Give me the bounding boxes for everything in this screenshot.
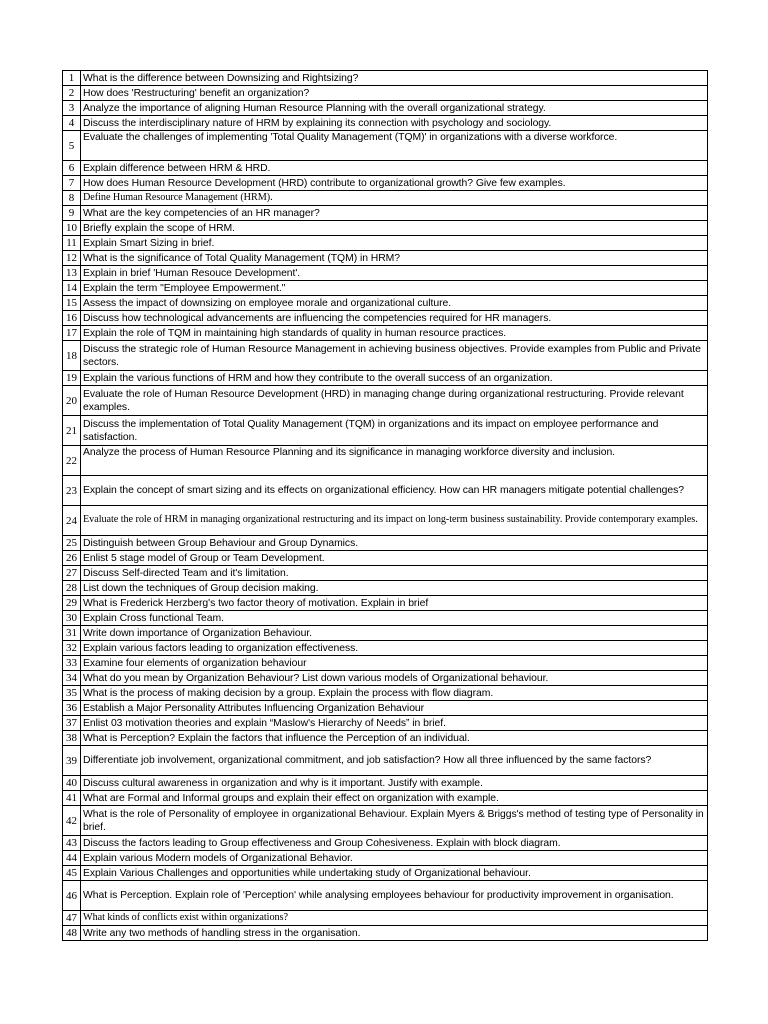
question-text: Enlist 03 motivation theories and explain “Maslow's Hierarchy of Needs” in brief. xyxy=(81,716,708,731)
question-number: 12 xyxy=(63,251,81,266)
question-number: 5 xyxy=(63,131,81,161)
question-number: 11 xyxy=(63,236,81,251)
question-row xyxy=(63,176,708,191)
question-text: Explain the term "Employee Empowerment." xyxy=(81,281,708,296)
question-text: Evaluate the challenges of implementing 'Total Quality Management (TQM)' in organizations with a diverse workforce. xyxy=(81,131,708,161)
question-text: How does 'Restructuring' benefit an organization? xyxy=(81,86,708,101)
question-row xyxy=(63,191,708,206)
question-row xyxy=(63,236,708,251)
question-row xyxy=(63,596,708,611)
question-text: Explain difference between HRM & HRD. xyxy=(81,161,708,176)
question-text: What do you mean by Organization Behaviour? List down various models of Organizational behaviour. xyxy=(81,671,708,686)
question-row xyxy=(63,926,708,941)
question-row xyxy=(63,86,708,101)
question-number: 44 xyxy=(63,851,81,866)
question-text: What is the difference between Downsizing and Rightsizing? xyxy=(81,71,708,86)
question-number: 40 xyxy=(63,776,81,791)
question-text: What is the significance of Total Quality Management (TQM) in HRM? xyxy=(81,251,708,266)
question-row xyxy=(63,746,708,776)
question-row xyxy=(63,311,708,326)
question-text: Explain Smart Sizing in brief. xyxy=(81,236,708,251)
question-text: Write down importance of Organization Behaviour. xyxy=(81,626,708,641)
question-text: Explain various factors leading to organization effectiveness. xyxy=(81,641,708,656)
question-number: 35 xyxy=(63,686,81,701)
question-text: What is Perception? Explain the factors that influence the Perception of an individual. xyxy=(81,731,708,746)
question-number: 23 xyxy=(63,476,81,506)
question-text: What are the key competencies of an HR manager? xyxy=(81,206,708,221)
question-text: Explain Various Challenges and opportunities while undertaking study of Organizational behaviour. xyxy=(81,866,708,881)
question-text: Discuss cultural awareness in organization and why is it important. Justify with example. xyxy=(81,776,708,791)
question-row xyxy=(63,416,708,446)
question-number: 19 xyxy=(63,371,81,386)
question-text: Briefly explain the scope of HRM. xyxy=(81,221,708,236)
question-row xyxy=(63,71,708,86)
question-number: 24 xyxy=(63,506,81,536)
question-row xyxy=(63,626,708,641)
question-row xyxy=(63,701,708,716)
question-number: 45 xyxy=(63,866,81,881)
question-number: 6 xyxy=(63,161,81,176)
question-text: Explain the concept of smart sizing and its effects on organizational efficiency. How can HR managers mitigate potential challenges? xyxy=(81,476,708,506)
question-row xyxy=(63,911,708,926)
question-number: 4 xyxy=(63,116,81,131)
question-number: 2 xyxy=(63,86,81,101)
question-number: 27 xyxy=(63,566,81,581)
question-text: Enlist 5 stage model of Group or Team Development. xyxy=(81,551,708,566)
question-row xyxy=(63,281,708,296)
question-text: How does Human Resource Development (HRD) contribute to organizational growth? Give few examples. xyxy=(81,176,708,191)
question-number: 16 xyxy=(63,311,81,326)
question-text: Evaluate the role of HRM in managing organizational restructuring and its impact on long-term business sustainability. Provide contemporary examples. xyxy=(81,506,708,536)
question-row xyxy=(63,506,708,536)
question-row xyxy=(63,731,708,746)
question-text: Discuss the strategic role of Human Resource Management in achieving business objectives. Provide examples from Public and Private sectors. xyxy=(81,341,708,371)
question-row xyxy=(63,116,708,131)
question-table xyxy=(62,70,708,941)
question-row xyxy=(63,581,708,596)
question-number: 13 xyxy=(63,266,81,281)
question-text: Examine four elements of organization behaviour xyxy=(81,656,708,671)
question-number: 9 xyxy=(63,206,81,221)
question-number: 10 xyxy=(63,221,81,236)
question-text: Distinguish between Group Behaviour and Group Dynamics. xyxy=(81,536,708,551)
question-text: List down the techniques of Group decision making. xyxy=(81,581,708,596)
question-number: 7 xyxy=(63,176,81,191)
question-number: 30 xyxy=(63,611,81,626)
question-number: 46 xyxy=(63,881,81,911)
question-number: 8 xyxy=(63,191,81,206)
question-text: Evaluate the role of Human Resource Development (HRD) in managing change during organizational restructuring. Provide relevant examples. xyxy=(81,386,708,416)
question-row xyxy=(63,206,708,221)
question-number: 18 xyxy=(63,341,81,371)
question-number: 28 xyxy=(63,581,81,596)
question-number: 20 xyxy=(63,386,81,416)
question-text: What kinds of conflicts exist within organizations? xyxy=(81,911,708,926)
question-text: Explain the various functions of HRM and how they contribute to the overall success of an organization. xyxy=(81,371,708,386)
question-number: 26 xyxy=(63,551,81,566)
question-number: 17 xyxy=(63,326,81,341)
question-row xyxy=(63,251,708,266)
question-text: Analyze the process of Human Resource Planning and its significance in managing workforce diversity and inclusion. xyxy=(81,446,708,476)
question-row xyxy=(63,866,708,881)
question-row xyxy=(63,221,708,236)
question-number: 15 xyxy=(63,296,81,311)
question-number: 21 xyxy=(63,416,81,446)
question-text: Discuss Self-directed Team and it's limitation. xyxy=(81,566,708,581)
question-number: 37 xyxy=(63,716,81,731)
question-text: Explain the role of TQM in maintaining high standards of quality in human resource practices. xyxy=(81,326,708,341)
question-number: 38 xyxy=(63,731,81,746)
question-row xyxy=(63,341,708,371)
question-row xyxy=(63,836,708,851)
question-number: 39 xyxy=(63,746,81,776)
question-row xyxy=(63,131,708,161)
question-text: Write any two methods of handling stress in the organisation. xyxy=(81,926,708,941)
question-row xyxy=(63,566,708,581)
question-text: Define Human Resource Management (HRM). xyxy=(81,191,708,206)
question-row xyxy=(63,716,708,731)
question-text: What is Perception. Explain role of 'Perception' while analysing employees behaviour for productivity improvement in organisation. xyxy=(81,881,708,911)
question-text: Discuss the interdisciplinary nature of HRM by explaining its connection with psychology and sociology. xyxy=(81,116,708,131)
question-text: What are Formal and Informal groups and explain their effect on organization with example. xyxy=(81,791,708,806)
question-row xyxy=(63,101,708,116)
question-text: Explain various Modern models of Organizational Behavior. xyxy=(81,851,708,866)
question-row xyxy=(63,776,708,791)
question-number: 43 xyxy=(63,836,81,851)
question-number: 29 xyxy=(63,596,81,611)
question-number: 36 xyxy=(63,701,81,716)
question-text: Explain in brief 'Human Resouce Development'. xyxy=(81,266,708,281)
question-row xyxy=(63,386,708,416)
question-number: 34 xyxy=(63,671,81,686)
question-text: Discuss the implementation of Total Quality Management (TQM) in organizations and its impact on employee performance and satisfaction. xyxy=(81,416,708,446)
question-row xyxy=(63,371,708,386)
question-row xyxy=(63,881,708,911)
question-text: What is the role of Personality of employee in organizational Behaviour. Explain Myers & Briggs's method of testing type of Personality in brief. xyxy=(81,806,708,836)
question-row xyxy=(63,326,708,341)
question-number: 32 xyxy=(63,641,81,656)
question-row xyxy=(63,851,708,866)
question-row xyxy=(63,551,708,566)
question-row xyxy=(63,296,708,311)
question-row xyxy=(63,611,708,626)
question-number: 41 xyxy=(63,791,81,806)
question-text: Assess the impact of downsizing on employee morale and organizational culture. xyxy=(81,296,708,311)
question-row xyxy=(63,641,708,656)
question-text: What is the process of making decision by a group. Explain the process with flow diagram. xyxy=(81,686,708,701)
question-number: 33 xyxy=(63,656,81,671)
question-row xyxy=(63,161,708,176)
question-text: Explain Cross functional Team. xyxy=(81,611,708,626)
question-row xyxy=(63,446,708,476)
question-row xyxy=(63,806,708,836)
question-text: Establish a Major Personality Attributes Influencing Organization Behaviour xyxy=(81,701,708,716)
question-row xyxy=(63,536,708,551)
question-text: Analyze the importance of aligning Human Resource Planning with the overall organizational strategy. xyxy=(81,101,708,116)
question-text: What is Frederick Herzberg's two factor theory of motivation. Explain in brief xyxy=(81,596,708,611)
question-number: 47 xyxy=(63,911,81,926)
question-text: Differentiate job involvement, organizational commitment, and job satisfaction? How all three influenced by the same factors? xyxy=(81,746,708,776)
question-text: Discuss the factors leading to Group effectiveness and Group Cohesiveness. Explain with block diagram. xyxy=(81,836,708,851)
question-number: 25 xyxy=(63,536,81,551)
question-list xyxy=(63,71,708,941)
question-number: 48 xyxy=(63,926,81,941)
question-row xyxy=(63,791,708,806)
question-number: 14 xyxy=(63,281,81,296)
question-number: 1 xyxy=(63,71,81,86)
question-number: 3 xyxy=(63,101,81,116)
question-row xyxy=(63,266,708,281)
question-text: Discuss how technological advancements are influencing the competencies required for HR managers. xyxy=(81,311,708,326)
question-number: 42 xyxy=(63,806,81,836)
question-row xyxy=(63,686,708,701)
question-row xyxy=(63,671,708,686)
question-row xyxy=(63,656,708,671)
question-number: 31 xyxy=(63,626,81,641)
question-row xyxy=(63,476,708,506)
question-number: 22 xyxy=(63,446,81,476)
